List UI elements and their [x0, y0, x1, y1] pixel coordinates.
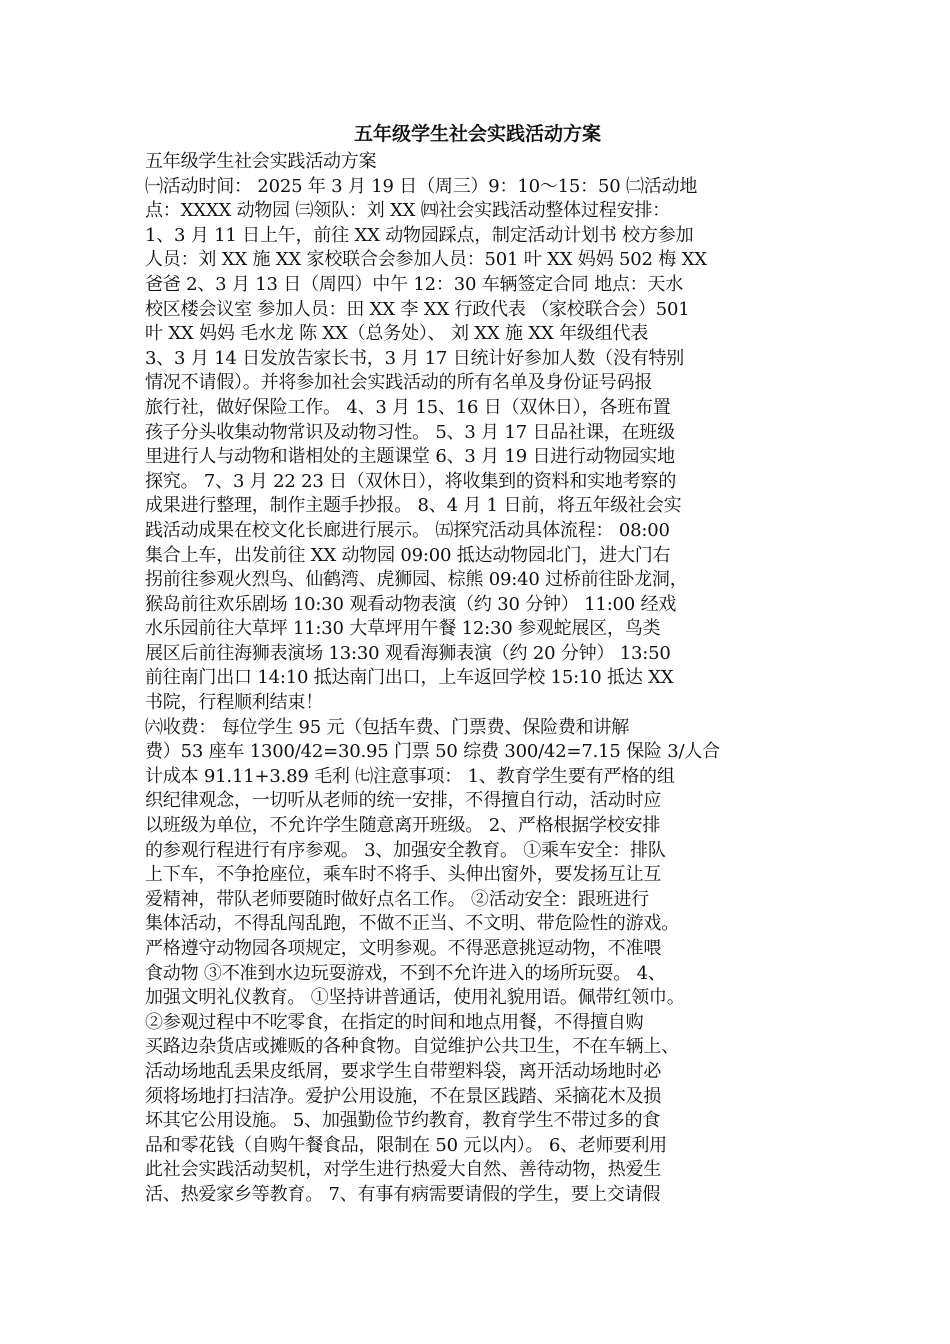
document-page	[145, 120, 810, 1208]
text-line: 成果进行整理，制作主题手抄报。 8、4 月 1 日前，将五年级社会实	[145, 495, 682, 517]
text-line: 食动物 ③不准到水边玩耍游戏，不到不允许进入的场所玩耍。 4、	[145, 962, 666, 984]
text-line: 加强文明礼仪教育。 ①坚持讲普通话，使用礼貌用语。佩带红领巾。	[145, 987, 685, 1009]
text-line: 严格遵守动物园各项规定，文明参观。不得恶意挑逗动物，不准喂	[145, 938, 662, 959]
text-line: ㈥收费： 每位学生 95 元（包括车费、门票费、保险费和讲解	[145, 716, 630, 738]
text-line: 旅行社，做好保险工作。 4、3 月 15、16 日（双休日），各班布置	[145, 396, 671, 418]
text-line: 集合上车，出发前往 XX 动物园 09:00 抵达动物园北门，进大门右	[145, 544, 671, 566]
text-line: 费）53 座车 1300/42=30.95 门票 50 综费 300/42=7.15 保险 3/人合	[145, 741, 720, 763]
text-line: ㈠活动时间： 2025 年 3 月 19 日（周三）9：10～15：50 ㈡活动地	[145, 175, 698, 197]
text-line: 以班级为单位，不允许学生随意离开班级。 2、严格根据学校安排	[145, 815, 661, 837]
text-line: 活动场地乱丢果皮纸屑，要求学生自带塑料袋，离开活动场地时必	[145, 1060, 662, 1082]
text-line: 拐前往参观火烈鸟、仙鹤湾、虎狮园、棕熊 09:40 过桥前往卧龙洞，	[145, 569, 688, 591]
text-line: 践活动成果在校文化长廊进行展示。 ㈤探究活动具体流程： 08:00	[145, 519, 670, 541]
text-line: 1、3 月 11 日上午，前往 XX 动物园踩点，制定活动计划书 校方参加	[145, 224, 694, 246]
text-line: 前往南门出口 14:10 抵达南门出口，上车返回学校 15:10 抵达 XX	[145, 667, 674, 689]
text-line: 叶 XX 妈妈 毛水龙 陈 XX（总务处）、 刘 XX 施 XX 年级组代表	[145, 323, 649, 345]
text-line: 水乐园前往大草坪 11:30 大草坪用午餐 12:30 参观蛇展区，鸟类	[145, 618, 661, 640]
text-line: 里进行人与动物和谐相处的主题课堂 6、3 月 19 日进行动物园实地	[145, 446, 675, 468]
text-line: 人员：刘 XX 施 XX 家校联合会参加人员：501 叶 XX 妈妈 502 梅 XX	[145, 249, 707, 271]
text-line: 计成本 91.11+3.89 毛利 ㈦注意事项： 1、教育学生要有严格的组	[145, 765, 675, 787]
text-line: 展区后前往海狮表演场 13:30 观看海狮表演（约 20 分钟） 13:50	[145, 642, 671, 664]
text-line: 书院，行程顺利结束！	[145, 692, 323, 714]
text-line: 点：XXXX 动物园 ㈢领队：刘 XX ㈣社会实践活动整体过程安排：	[145, 200, 670, 222]
text-line: 探究。 7、3 月 22 23 日（双休日），将收集到的资料和实地考察的	[145, 470, 677, 492]
text-line: 五年级学生社会实践活动方案	[145, 151, 377, 172]
text-line: 集体活动，不得乱闯乱跑，不做不正当、不文明、带危险性的游戏。	[145, 913, 679, 935]
document-title: 五年级学生社会实践活动方案	[353, 123, 601, 145]
text-line: 买路边杂货店或摊贩的各种食物。自觉维护公共卫生，不在车辆上、	[145, 1036, 679, 1058]
text-line: 品和零花钱（自购午餐食品，限制在 50 元以内）。 6、老师要利用	[145, 1134, 667, 1156]
text-line: ②参观过程中不吃零食，在指定的时间和地点用餐，不得擅自购	[145, 1011, 644, 1033]
text-line: 须将场地打扫洁净。爱护公用设施，不在景区践踏、采摘花木及损	[145, 1085, 662, 1107]
text-line: 校区楼会议室 参加人员：田 XX 李 XX 行政代表 （家校联合会）501	[145, 298, 690, 320]
text-line: 情况不请假）。并将参加社会实践活动的所有名单及身份证号码报	[145, 372, 653, 394]
text-line: 爸爸 2、3 月 13 日（周四）中午 12：30 车辆签定合同 地点：天水	[145, 273, 684, 295]
text-line: 上下车，不争抢座位，乘车时不将手、头伸出窗外，要发扬互让互	[145, 864, 662, 886]
text-line: 活、热爱家乡等教育。 7、有事有病需要请假的学生，要上交请假	[145, 1183, 661, 1205]
text-line: 爱精神，带队老师要随时做好点名工作。 ②活动安全：跟班进行	[145, 888, 649, 910]
text-line: 坏其它公用设施。 5、加强勤俭节约教育，教育学生不带过多的食	[145, 1110, 661, 1132]
text-line: 的参观行程进行有序参观。 3、加强安全教育。 ①乘车安全：排队	[145, 839, 666, 861]
document-body	[145, 150, 810, 1208]
text-line: 孩子分头收集动物常识及动物习性。 5、3 月 17 日品社课，在班级	[145, 421, 675, 443]
text-line: 3、3 月 14 日发放告家长书，3 月 17 日统计好参加人数（没有特别	[145, 347, 685, 369]
text-line: 织纪律观念，一切听从老师的统一安排，不得擅自行动，活动时应	[145, 790, 662, 812]
text-line: 此社会实践活动契机，对学生进行热爱大自然、善待动物，热爱生	[145, 1159, 662, 1181]
text-line: 猴岛前往欢乐剧场 10:30 观看动物表演（约 30 分钟） 11:00 经戏	[145, 593, 677, 615]
